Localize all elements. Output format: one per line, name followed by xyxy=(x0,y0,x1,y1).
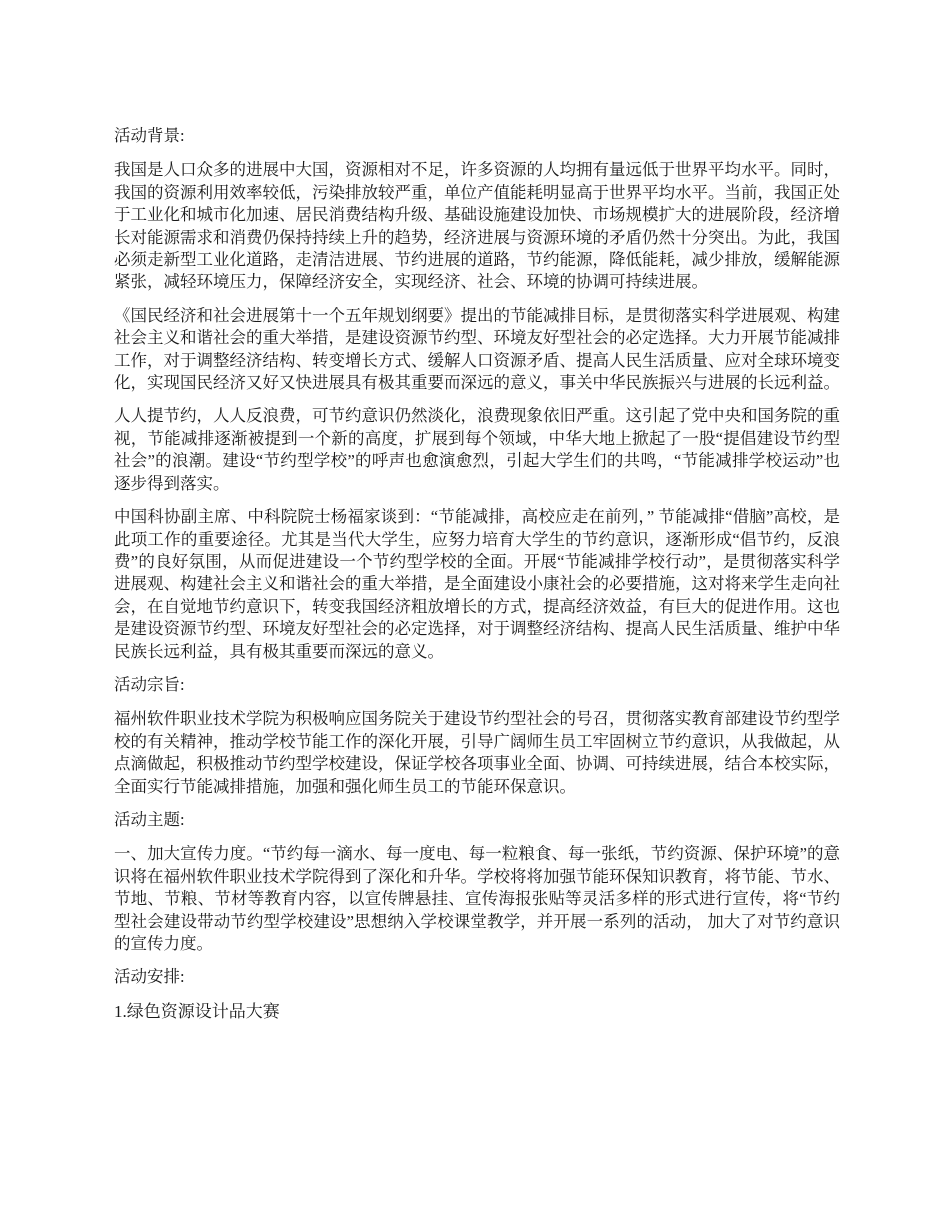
arrangement-item-1: 1.绿色资源设计品大赛 xyxy=(114,1001,280,1021)
paragraph-background-4: 中国科协副主席、中科院院士杨福家谈到：“节能减排，高校应走在前列，” 节能减排“借脑”高校，是此项工作的重要途径。尤其是当代大学生，应努力培育大学生的节约意识，逐渐形成“倡节约，反浪费”的良好氛围，从而促进建设一个节约型学校的全面。开展“节能减排学校行动”，是贯彻落实科学进展观、构建社会主义和谐社会的重大举措，是全面建设小康社会的必要措施，这对将来学生走向社会，在自觉地节约意识下，转变我国经济粗放增长的方式，提高经济效益，有巨大的促进作用。这也是建设资源节约型、环境友好型社会的必定选择，对于调整经济结构、提高人民生活质量、维护中华民族长远利益，具有极其重要而深远的意义。 xyxy=(114,507,840,661)
paragraph-theme: 一、加大宣传力度。“节约每一滴水、每一度电、每一粒粮食、每一张纸，节约资源、保护环境”的意识将在福州软件职业技术学院得到了深化和升华。学校将将加强节能环保知识教育，将节能、节水、节地、节粮、节材等教育内容，以宣传牌悬挂、宣传海报张贴等灵活多样的形式进行宣传，将“节约型社会建设带动节约型学校建设”思想纳入学校课堂教学，并开展一系列的活动， 加大了对节约意识的宣传力度。 xyxy=(114,844,840,953)
section-heading-background: 活动背景: xyxy=(114,126,185,145)
paragraph-background-2: 《国民经济和社会进展第十一个五年规划纲要》提出的节能减排目标，是贯彻落实科学进展观、构建社会主义和谐社会的重大举措，是建设资源节约型、环境友好型社会的必定选择。大力开展节能减排工作，对于调整经济结构、转变增长方式、缓解人口资源矛盾、提高人民生活质量、应对全球环境变化，实现国民经济又好又快进展具有极其重要而深远的意义，事关中华民族振兴与进展的长远利益。 xyxy=(114,305,840,393)
paragraph-background-3: 人人提节约，人人反浪费，可节约意识仍然淡化，浪费现象依旧严重。这引起了党中央和国务院的重视，节能减排逐渐被提到一个新的高度，扩展到每个领域，中华大地上掀起了一股“提倡建设节约型社会”的浪潮。建设“节约型学校”的呼声也愈演愈烈，引起大学生们的共鸣，“节能减排学校运动”也逐步得到落实。 xyxy=(114,406,840,493)
paragraph-background-1: 我国是人口众多的进展中大国，资源相对不足，许多资源的人均拥有量远低于世界平均水平。同时，我国的资源利用效率较低，污染排放较严重，单位产值能耗明显高于世界平均水平。当前，我国正处于工业化和城市化加速、居民消费结构升级、基础设施建设加快、市场规模扩大的进展阶段，经济增长对能源需求和消费仍保持持续上升的趋势，经济进展与资源环境的矛盾仍然十分突出。为此，我国必须走新型工业化道路，走清洁进展、节约进展的道路，节约能源，降低能耗，减少排放，缓解能源紧张，减轻环境压力，保障经济安全，实现经济、社会、环境的协调可持续进展。 xyxy=(114,160,840,292)
section-heading-theme: 活动主题: xyxy=(114,809,185,829)
paragraph-purpose: 福州软件职业技术学院为积极响应国务院关于建设节约型社会的号召，贯彻落实教育部建设节约型学校的有关精神，推动学校节能工作的深化开展，引导广阔师生员工牢固树立节约意识，从我做起，从点滴做起，积极推动节约型学校建设，保证学校各项事业全面、协调、可持续进展，结合本校实际，全面实行节能减排措施，加强和强化师生员工的节能环保意识。 xyxy=(114,709,840,796)
section-heading-purpose: 活动宗旨: xyxy=(114,674,185,694)
section-heading-arrangement: 活动安排: xyxy=(114,967,185,987)
